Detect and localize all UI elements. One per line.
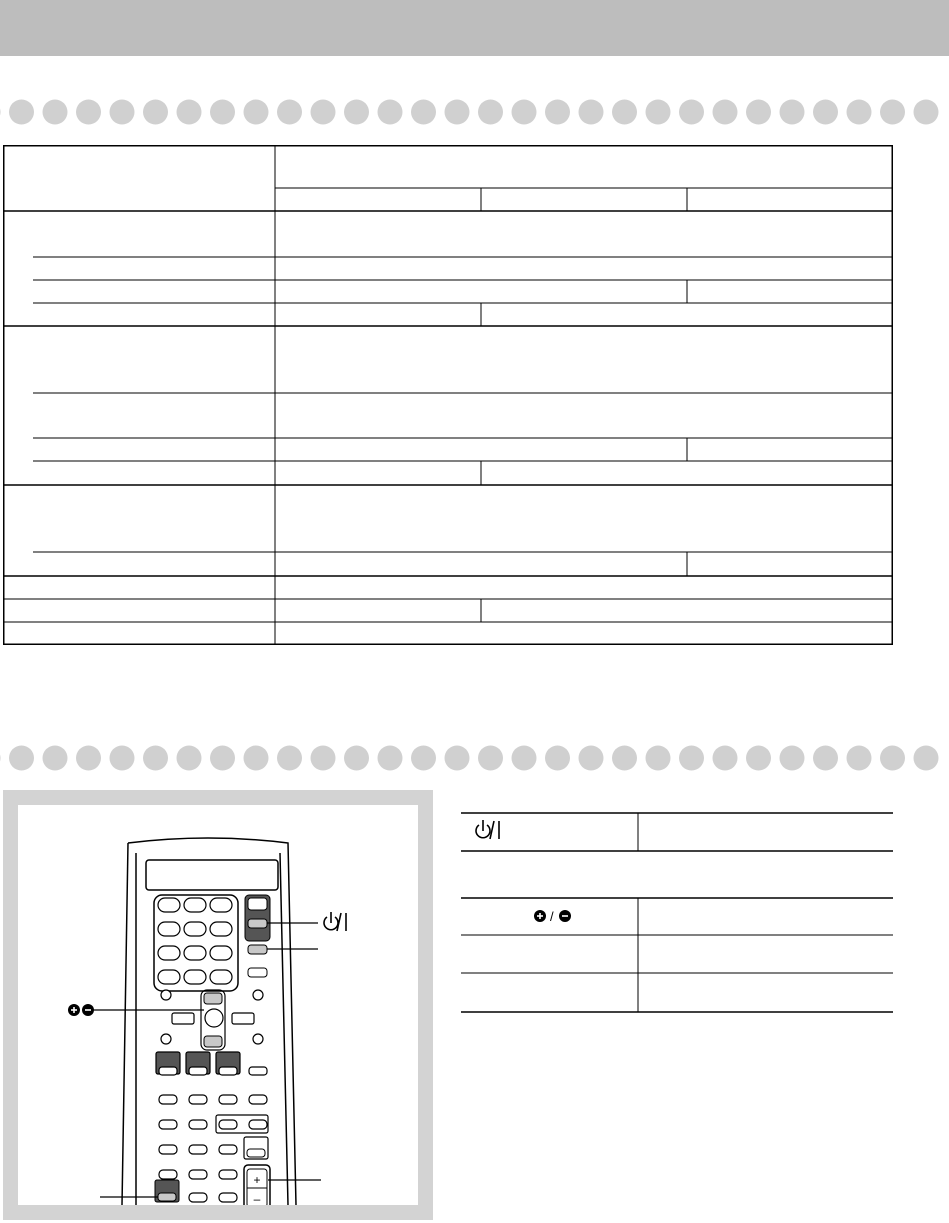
divider-dot [847, 100, 872, 125]
divider-dot [880, 100, 905, 125]
divider-dot [76, 100, 101, 125]
remote-button[interactable] [249, 1120, 267, 1129]
remote-illustration [18, 805, 418, 1205]
divider-dot [277, 746, 302, 771]
divider-dot [713, 100, 738, 125]
divider-dot [110, 746, 135, 771]
divider-dot [914, 100, 939, 125]
remote-button[interactable] [189, 1193, 207, 1202]
number-button[interactable] [210, 946, 232, 960]
divider-dot [445, 746, 470, 771]
number-button[interactable] [158, 970, 180, 984]
divider-dot [813, 746, 838, 771]
divider-dot [914, 746, 939, 771]
divider-dot [847, 746, 872, 771]
divider-dot [344, 100, 369, 125]
number-button[interactable] [184, 922, 206, 936]
divider-dot [378, 746, 403, 771]
remote-button[interactable] [159, 1145, 177, 1154]
divider-dot [9, 746, 34, 771]
divider-dot [478, 100, 503, 125]
divider-dot [746, 100, 771, 125]
divider-dot [579, 100, 604, 125]
divider-dot [880, 746, 905, 771]
divider-dot [713, 746, 738, 771]
divider-dot [545, 100, 570, 125]
svg-text:–: – [253, 1192, 261, 1205]
divider-dot [746, 746, 771, 771]
remote-button[interactable] [189, 1120, 207, 1129]
divider-dot [277, 100, 302, 125]
divider-dot [813, 100, 838, 125]
number-button[interactable] [184, 970, 206, 984]
remote-button[interactable] [219, 1145, 237, 1154]
remote-button[interactable] [189, 1170, 207, 1179]
section-divider-dots-2 [0, 743, 949, 773]
divider-dot [210, 746, 235, 771]
remote-button[interactable] [189, 1095, 207, 1104]
divider-dot [679, 746, 704, 771]
divider-dot [512, 100, 537, 125]
svg-text:/: / [550, 909, 554, 924]
remote-button[interactable] [219, 1170, 237, 1179]
remote-button[interactable] [219, 1095, 237, 1104]
divider-dot [210, 100, 235, 125]
divider-dot [311, 100, 336, 125]
remote-button[interactable] [219, 1120, 237, 1129]
divider-dot [579, 746, 604, 771]
divider-dot [679, 100, 704, 125]
section-divider-dots-1 [0, 97, 949, 127]
number-button[interactable] [210, 970, 232, 984]
divider-dot [43, 100, 68, 125]
divider-dot [411, 746, 436, 771]
svg-text:+: + [253, 1173, 261, 1187]
divider-dot [244, 100, 269, 125]
divider-dot [411, 100, 436, 125]
divider-dot [76, 746, 101, 771]
divider-dot [143, 100, 168, 125]
number-button[interactable] [210, 922, 232, 936]
divider-dot [378, 100, 403, 125]
number-button[interactable] [158, 898, 180, 912]
divider-dot [612, 746, 637, 771]
divider-dot [311, 746, 336, 771]
divider-dot [143, 746, 168, 771]
divider-dot [512, 746, 537, 771]
remote-button[interactable] [159, 1170, 177, 1179]
divider-dot [780, 746, 805, 771]
divider-dot [445, 100, 470, 125]
number-button[interactable] [158, 946, 180, 960]
divider-dot [478, 746, 503, 771]
divider-dot [344, 746, 369, 771]
divider-dot [0, 746, 1, 771]
divider-dot [177, 746, 202, 771]
remote-button[interactable] [249, 1095, 267, 1104]
divider-dot [0, 100, 1, 125]
divider-dot [244, 746, 269, 771]
divider-dot [110, 100, 135, 125]
divider-dot [545, 746, 570, 771]
number-button[interactable] [210, 898, 232, 912]
remote-button[interactable] [219, 1193, 237, 1202]
number-button[interactable] [184, 898, 206, 912]
divider-dot [646, 100, 671, 125]
header-bar [0, 0, 949, 56]
divider-dot [177, 100, 202, 125]
divider-dot [43, 746, 68, 771]
divider-dot [612, 100, 637, 125]
divider-dot [9, 100, 34, 125]
number-button[interactable] [184, 946, 206, 960]
number-button[interactable] [158, 922, 180, 936]
remote-button[interactable] [159, 1120, 177, 1129]
remote-button[interactable] [159, 1095, 177, 1104]
divider-dot [780, 100, 805, 125]
remote-button[interactable] [189, 1145, 207, 1154]
remote-illustration-panel [3, 790, 433, 1220]
remote-button-table [461, 812, 893, 1014]
divider-dot [646, 746, 671, 771]
specification-table [3, 145, 893, 645]
